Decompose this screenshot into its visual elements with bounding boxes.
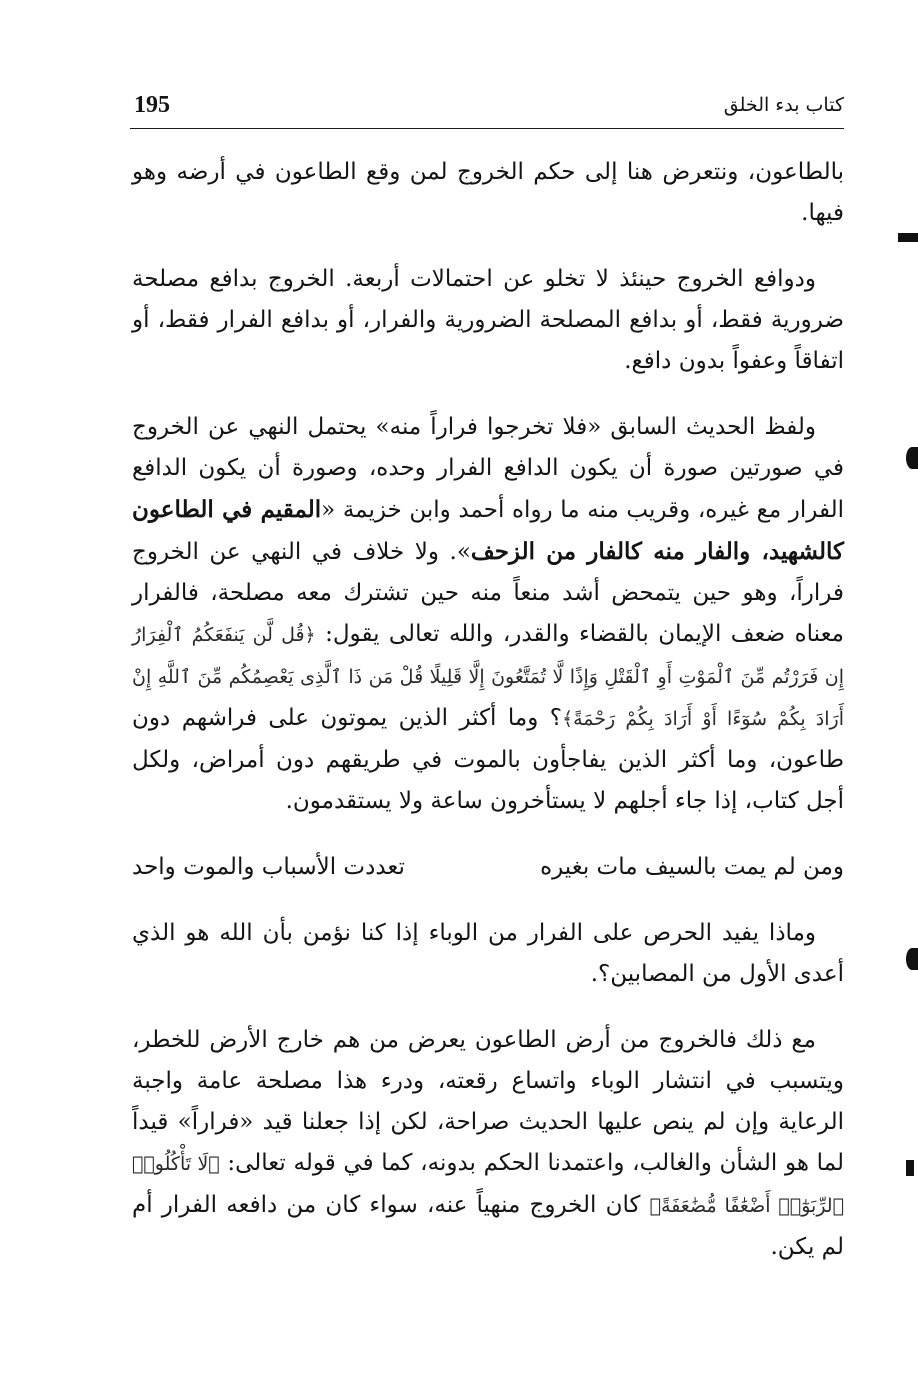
paragraph-5-text-a: مع ذلك فالخروج من أرض الطاعون يعرض من هم خارج الأرض للخطر، ويتسبب في انتشار الوباء واتساع رقعته، ودرء هذا مصلحة عامة واجبة الرعاية وإن لم ينص عليها الحديث صراحة، لكن إذا جعلنا قيد «فراراً» قيداً لما هو الشأن والغالب، واعتمدنا الحكم بدونه، كما في قوله تعالى: bbox=[132, 1027, 844, 1176]
paragraph-2: ودوافع الخروج حينئذ لا تخلو عن احتمالات أربعة. الخروج بدافع مصلحة ضرورية فقط، أو بدافع المصلحة الضرورية والفرار، أو بدافع الفرار فقط، أو اتفاقاً وعفواً بدون دافع. bbox=[132, 266, 844, 374]
margin-scan-mark bbox=[906, 948, 918, 970]
margin-scan-mark bbox=[898, 233, 918, 242]
paragraph-5 bbox=[132, 1020, 844, 1268]
body-text bbox=[132, 152, 844, 1293]
paragraph-3-text-b: ». ولا خلاف في النهي عن الخروج فراراً، وهو حين يتمحض أشد منعاً منه حين تشترك معه مصلحة، فالفرار معناه ضعف الإيمان بالقضاء والقدر، والله تعالى يقول: bbox=[132, 539, 844, 647]
poetry-verse bbox=[132, 847, 844, 888]
paragraph-5-text-b: كان الخروج منهياً عنه، سواء كان من دافعه الفرار أم لم يكن. bbox=[132, 1192, 844, 1260]
margin-scan-mark bbox=[906, 447, 918, 469]
poetry-verse-second-half: تعددت الأسباب والموت واحد bbox=[132, 854, 405, 880]
paragraph-3-text-a: ولفظ الحديث السابق «فلا تخرجوا فراراً منه» يحتمل النهي عن الخروج في صورتين صورة أن يكون الدافع الفرار وحده، وصورة أن يكون الدافع الفرار مع غيره، وقريب منه ما رواه أحمد وابن خزيمة « bbox=[132, 414, 844, 523]
quran-verse-1: ﴿قُل لَّن يَنفَعَكُمُ ٱلْفِرَارُ إِن فَرَرْتُم مِّنَ ٱلْمَوْتِ أَوِ ٱلْقَتْلِ وَإِذًا لَّا تُمَتَّعُونَ إِلَّا قَلِيلًا قُلْ مَن ذَا ٱلَّذِى يَعْصِمُكُم مِّنَ ٱللَّهِ إِنْ أَرَادَ بِكُمْ سُوٓءًا أَوْ أَرَادَ بِكُمْ رَحْمَةً﴾ bbox=[132, 624, 844, 730]
margin-scan-mark bbox=[906, 1160, 914, 1176]
paragraph-1: بالطاعون، ونتعرض هنا إلى حكم الخروج لمن وقع الطاعون في أرضه وهو فيها. bbox=[132, 159, 844, 226]
quran-verse-2: ﴿لَا تَأْكُلُوا۟ ٱلرِّبَوٰٓا۟ أَضْعَٰفًا مُّضَٰعَفَةً﴾ bbox=[132, 1153, 844, 1217]
poetry-verse-first-half: ومن لم يمت بالسيف مات بغيره bbox=[540, 854, 844, 880]
paragraph-3 bbox=[132, 407, 844, 822]
page-header bbox=[130, 88, 844, 129]
paragraph-4: وماذا يفيد الحرص على الفرار من الوباء إذا كنا نؤمن بأن الله هو الذي أعدى الأول من المصابين؟. bbox=[132, 920, 844, 987]
hadith-quote: المقيم في الطاعون كالشهيد، والفار منه كالفار من الزحف bbox=[132, 496, 845, 565]
running-title: كتاب بدء الخلق bbox=[723, 94, 844, 116]
paragraph-3-text-c: ؟ وما أكثر الذين يموتون على فراشهم دون طاعون، وما أكثر الذين يفاجأون بالموت في طريقهم دون أمراض، ولكل أجل كتاب، إذا جاء أجلهم لا يستأخرون ساعة ولا يستقدمون. bbox=[132, 705, 844, 814]
page-number: 195 bbox=[134, 92, 170, 118]
